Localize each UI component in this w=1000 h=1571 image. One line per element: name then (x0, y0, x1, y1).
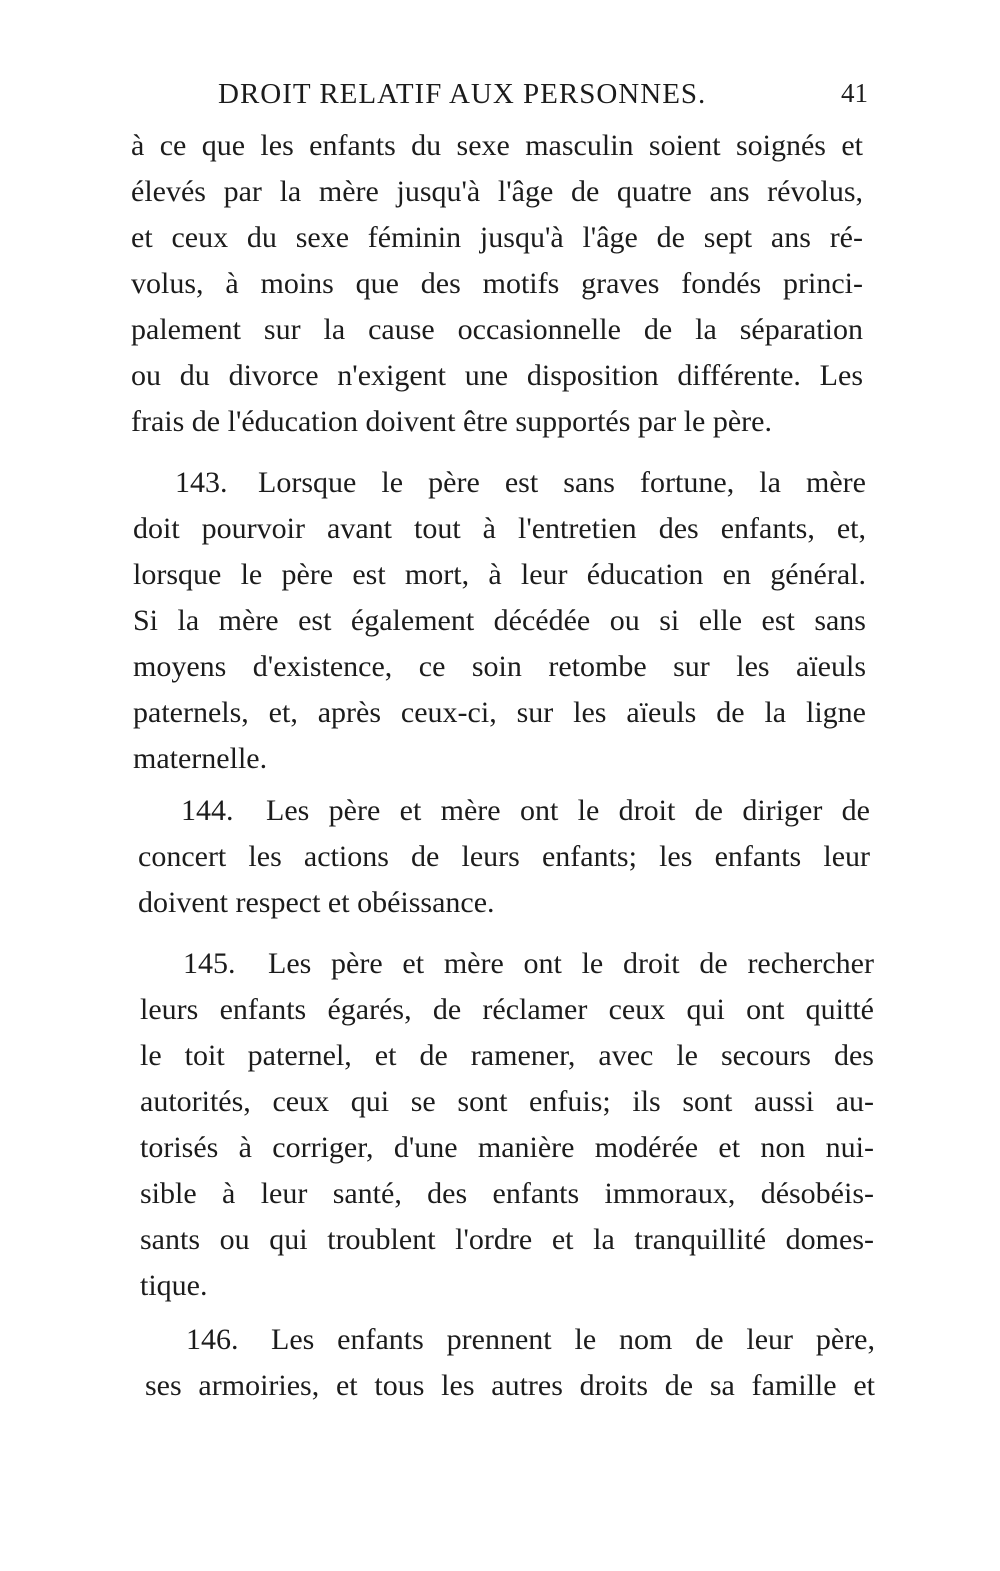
running-title: DROIT RELATIF AUX PERSONNES. (218, 78, 707, 110)
text-line: volus, à moins que des motifs graves fondés princi- (131, 267, 863, 300)
text-line: Les enfants prennent le nom de leur père, (271, 1323, 875, 1356)
text-line: à ce que les enfants du sexe masculin soient soignés et (131, 129, 863, 162)
text-line: lorsque le père est mort, à leur éducation en général. (133, 558, 866, 591)
text-line: Les père et mère ont le droit de diriger de (266, 794, 870, 827)
text-line: autorités, ceux qui se sont enfuis; ils sont aussi au- (140, 1085, 874, 1118)
text-line: Les père et mère ont le droit de rechercher (268, 947, 874, 980)
text-line: doit pourvoir avant tout à l'entretien des enfants, et, (133, 512, 866, 545)
text-line: Si la mère est également décédée ou si elle est sans (133, 604, 866, 637)
article-number: 144. (181, 794, 234, 827)
text-line: doivent respect et obéissance. (138, 886, 495, 919)
text-line: palement sur la cause occasionnelle de la séparation (131, 313, 863, 346)
text-line: leurs enfants égarés, de réclamer ceux qui ont quitté (140, 993, 874, 1026)
text-line: ou du divorce n'exigent une disposition différente. Les (131, 359, 863, 392)
text-line: ses armoiries, et tous les autres droits de sa famille et (145, 1369, 875, 1402)
text-line: élevés par la mère jusqu'à l'âge de quatre ans révolus, (131, 175, 863, 208)
text-line: sants ou qui troublent l'ordre et la tranquillité domes- (140, 1223, 874, 1256)
running-head (218, 78, 868, 118)
text-line: Lorsque le père est sans fortune, la mère (258, 466, 866, 499)
article-number: 143. (175, 466, 228, 499)
text-line: torisés à corriger, d'une manière modérée et non nui- (140, 1131, 874, 1164)
text-line: frais de l'éducation doivent être supportés par le père. (131, 405, 772, 438)
text-line: moyens d'existence, ce soin retombe sur les aïeuls (133, 650, 866, 683)
article-number: 146. (186, 1323, 239, 1356)
text-line: sible à leur santé, des enfants immoraux, désobéis- (140, 1177, 874, 1210)
text-line: maternelle. (133, 742, 268, 775)
text-line: tique. (140, 1269, 208, 1302)
text-line: concert les actions de leurs enfants; les enfants leur (138, 840, 870, 873)
text-line: le toit paternel, et de ramener, avec le secours des (140, 1039, 874, 1072)
text-line: et ceux du sexe féminin jusqu'à l'âge de sept ans ré- (131, 221, 863, 254)
page-number: 41 (841, 78, 868, 108)
text-line: paternels, et, après ceux-ci, sur les aïeuls de la ligne (133, 696, 866, 729)
article-number: 145. (183, 947, 236, 980)
